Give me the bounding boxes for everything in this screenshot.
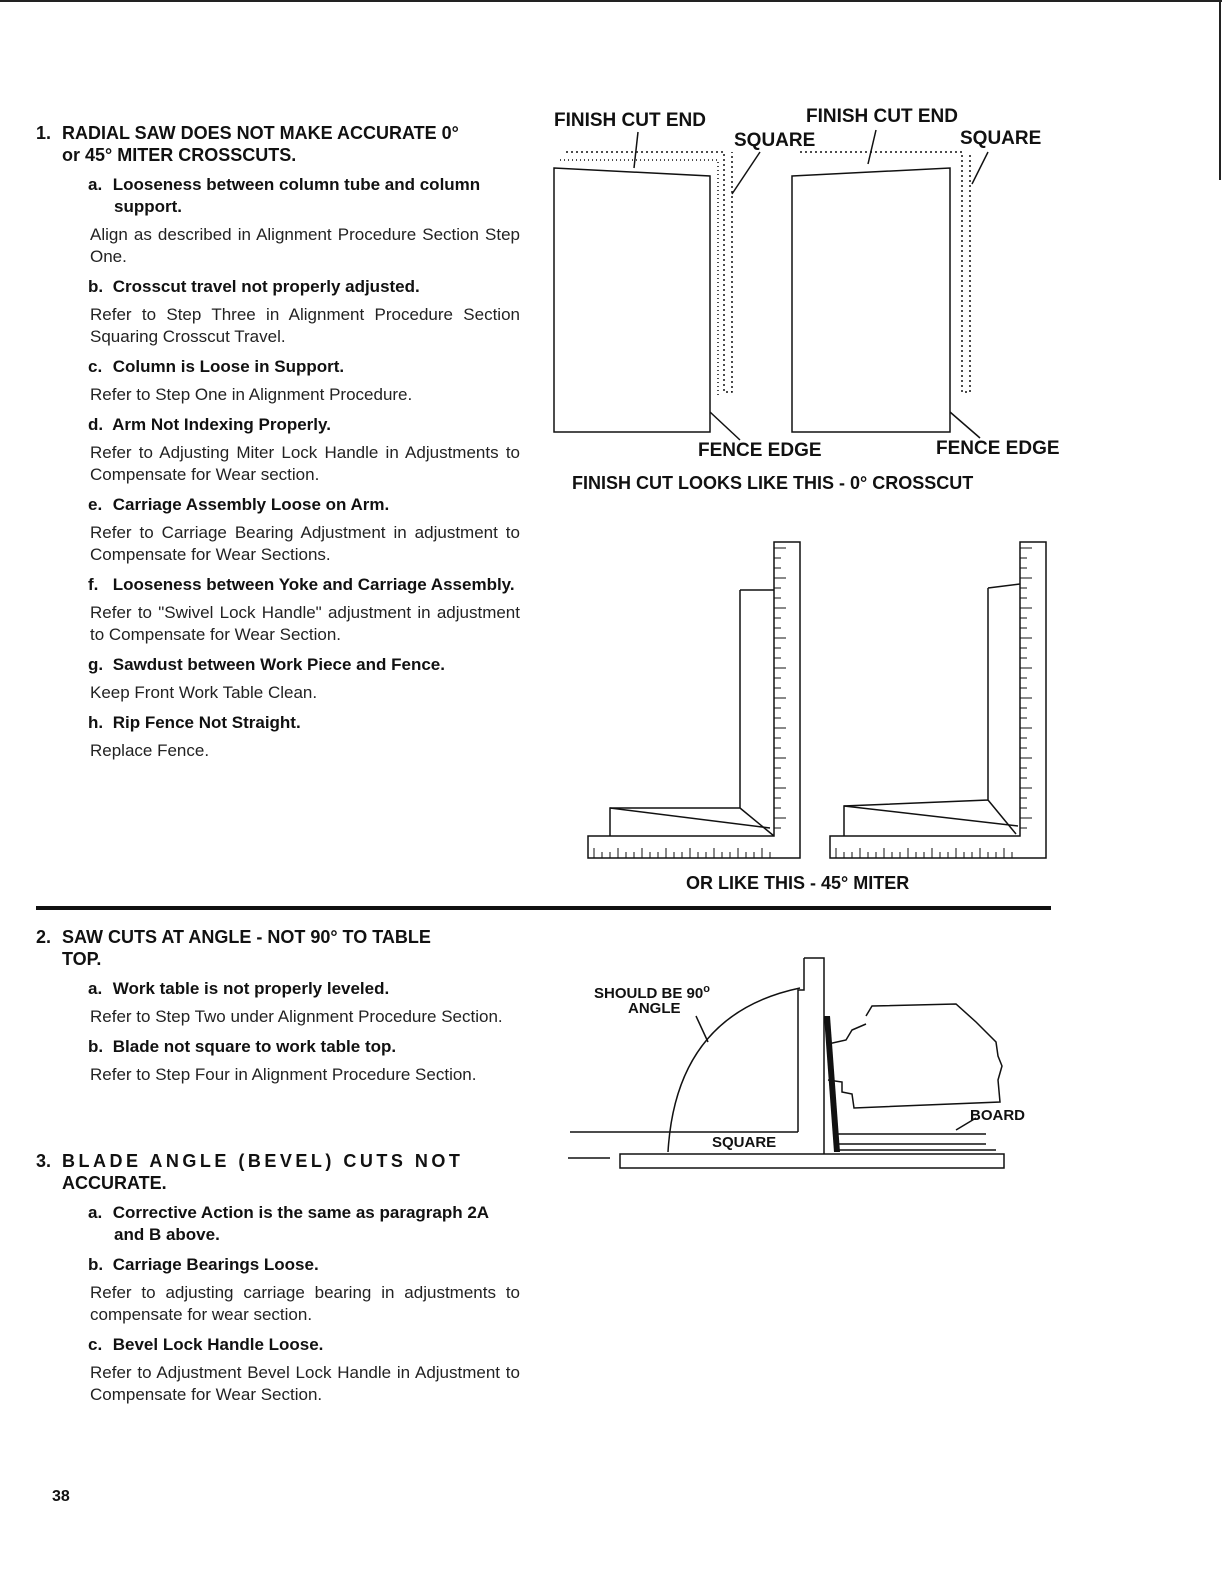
section-title-line: ACCURATE.	[62, 1173, 167, 1193]
item-letter: c.	[88, 1335, 103, 1354]
item-heading	[62, 414, 520, 436]
item-heading-text: Corrective Action is the same as paragraph 2A and B above.	[112, 1203, 489, 1244]
section-divider	[36, 906, 1051, 910]
figure-1-caption: FINISH CUT LOOKS LIKE THIS - 0° CROSSCUT	[572, 473, 974, 493]
square-left	[566, 152, 732, 392]
section-1-title	[36, 122, 520, 166]
item-heading-text: Blade not square to work table top.	[112, 1037, 397, 1056]
section-2-title	[36, 926, 520, 970]
section-3-title	[36, 1150, 520, 1194]
item-heading	[62, 1202, 520, 1246]
item-heading	[62, 574, 520, 596]
item-letter: e.	[88, 495, 103, 514]
board	[836, 1134, 996, 1150]
troubleshooting-item	[36, 574, 520, 646]
angle-arc	[668, 988, 800, 1152]
item-heading-text: Rip Fence Not Straight.	[112, 713, 301, 732]
label-square-right: SQUARE	[960, 128, 1042, 149]
section-title-line: RADIAL SAW DOES NOT MAKE ACCURATE 0°	[62, 123, 459, 143]
item-body: Align as described in Alignment Procedure Section Step One.	[90, 225, 520, 266]
label-board: BOARD	[970, 1107, 1025, 1124]
item-letter: b.	[88, 1255, 104, 1274]
item-heading-text: Looseness between column tube and column support.	[112, 175, 481, 216]
label-square-left: SQUARE	[734, 130, 816, 151]
item-letter: f.	[88, 575, 99, 594]
item-heading-text: Crosscut travel not properly adjusted.	[112, 277, 420, 296]
saw-motor	[828, 1004, 1002, 1108]
item-letter: b.	[88, 277, 104, 296]
saw-blade	[824, 1016, 840, 1152]
item-heading-text: Carriage Bearings Loose.	[112, 1255, 319, 1274]
item-heading	[62, 1254, 520, 1276]
item-letter: a.	[88, 175, 103, 194]
top-border	[0, 0, 1222, 2]
right-border	[1219, 0, 1221, 180]
item-heading	[62, 654, 520, 676]
label-finish-cut-end-right: FINISH CUT END	[806, 106, 958, 127]
item-body: Refer to Step Four in Alignment Procedure Section.	[90, 1065, 477, 1084]
item-heading-text: Work table is not properly leveled.	[112, 979, 390, 998]
item-heading	[62, 494, 520, 516]
figure-2-caption: OR LIKE THIS - 45° MITER	[686, 873, 910, 893]
section-1	[36, 122, 520, 762]
troubleshooting-item	[36, 356, 520, 406]
section-2-items	[36, 978, 520, 1086]
troubleshooting-item	[36, 414, 520, 486]
troubleshooting-item	[36, 712, 520, 762]
item-body: Refer to Step One in Alignment Procedure.	[90, 385, 413, 404]
item-letter: a.	[88, 1203, 103, 1222]
item-heading-text: Column is Loose in Support.	[112, 357, 345, 376]
item-heading	[62, 712, 520, 734]
square-right	[830, 542, 1046, 858]
item-body: Refer to "Swivel Lock Handle" adjustment in adjustment to Compensate for Wear Section.	[90, 603, 520, 644]
troubleshooting-item	[36, 1036, 520, 1086]
item-heading	[62, 276, 520, 298]
label-finish-cut-end-left: FINISH CUT END	[554, 110, 706, 131]
item-heading-text: Bevel Lock Handle Loose.	[112, 1335, 324, 1354]
section-3	[36, 1150, 520, 1406]
section-2	[36, 926, 520, 1086]
item-letter: b.	[88, 1037, 104, 1056]
item-heading	[62, 174, 520, 218]
troubleshooting-item	[36, 654, 520, 704]
item-body: Refer to Carriage Bearing Adjustment in adjustment to Compensate for Wear Sections.	[90, 523, 520, 564]
troubleshooting-item	[36, 1334, 520, 1406]
item-body: Refer to Step Two under Alignment Procedure Section.	[90, 1007, 503, 1026]
item-heading-text: Sawdust between Work Piece and Fence.	[112, 655, 445, 674]
work-table	[568, 1154, 1004, 1168]
item-heading-text: Arm Not Indexing Properly.	[112, 415, 331, 434]
item-body: Refer to Step Three in Alignment Procedure Section Squaring Crosscut Travel.	[90, 305, 520, 346]
section-title-line: SAW CUTS AT ANGLE - NOT 90° TO TABLE	[62, 927, 431, 947]
workpiece-right	[844, 584, 1020, 836]
workpiece-left	[610, 590, 774, 836]
label-square: SQUARE	[712, 1134, 777, 1151]
figure-bevel	[566, 954, 1046, 1184]
item-letter: g.	[88, 655, 104, 674]
page-number: 38	[52, 1488, 70, 1505]
item-letter: d.	[88, 415, 104, 434]
label-angle: ANGLE	[628, 1000, 681, 1017]
workpiece-left	[554, 168, 710, 432]
item-body: Refer to adjusting carriage bearing in adjustments to compensate for wear section.	[90, 1283, 520, 1324]
figure-crosscut-0	[548, 100, 1088, 500]
section-title-line: BLADE ANGLE (BEVEL) CUTS NOT	[62, 1151, 464, 1171]
section-1-items	[36, 174, 520, 762]
section-number: 2.	[36, 927, 52, 947]
square-right	[800, 152, 970, 392]
figure-miter-45	[580, 536, 1060, 898]
troubleshooting-item	[36, 978, 520, 1028]
workpiece-right	[792, 168, 950, 432]
troubleshooting-item	[36, 276, 520, 348]
label-should-be: SHOULD BE 90$^o$	[594, 983, 710, 1002]
section-number: 3.	[36, 1151, 52, 1171]
section-title-line: TOP.	[62, 949, 102, 969]
item-letter: a.	[88, 979, 103, 998]
item-heading-text: Looseness between Yoke and Carriage Assembly.	[112, 575, 515, 594]
item-body: Refer to Adjustment Bevel Lock Handle in Adjustment to Compensate for Wear Section.	[90, 1363, 520, 1404]
item-body: Refer to Adjusting Miter Lock Handle in Adjustments to Compensate for Wear section.	[90, 443, 520, 484]
item-body: Keep Front Work Table Clean.	[90, 683, 318, 702]
item-heading-text: Carriage Assembly Loose on Arm.	[112, 495, 390, 514]
section-title-line: or 45° MITER CROSSCUTS.	[62, 145, 297, 165]
ruler-ticks	[594, 548, 1032, 858]
troubleshooting-item	[36, 174, 520, 268]
troubleshooting-item	[36, 494, 520, 566]
item-body: Replace Fence.	[90, 741, 210, 760]
item-heading	[62, 1036, 520, 1058]
item-letter: c.	[88, 357, 103, 376]
square	[798, 958, 824, 1154]
troubleshooting-item	[36, 1202, 520, 1246]
item-heading	[62, 356, 520, 378]
label-fence-edge-left: FENCE EDGE	[698, 440, 822, 461]
troubleshooting-item	[36, 1254, 520, 1326]
item-letter: h.	[88, 713, 104, 732]
item-heading	[62, 978, 520, 1000]
section-number: 1.	[36, 123, 52, 143]
item-heading	[62, 1334, 520, 1356]
label-fence-edge-right: FENCE EDGE	[936, 438, 1060, 459]
section-3-items	[36, 1202, 520, 1406]
